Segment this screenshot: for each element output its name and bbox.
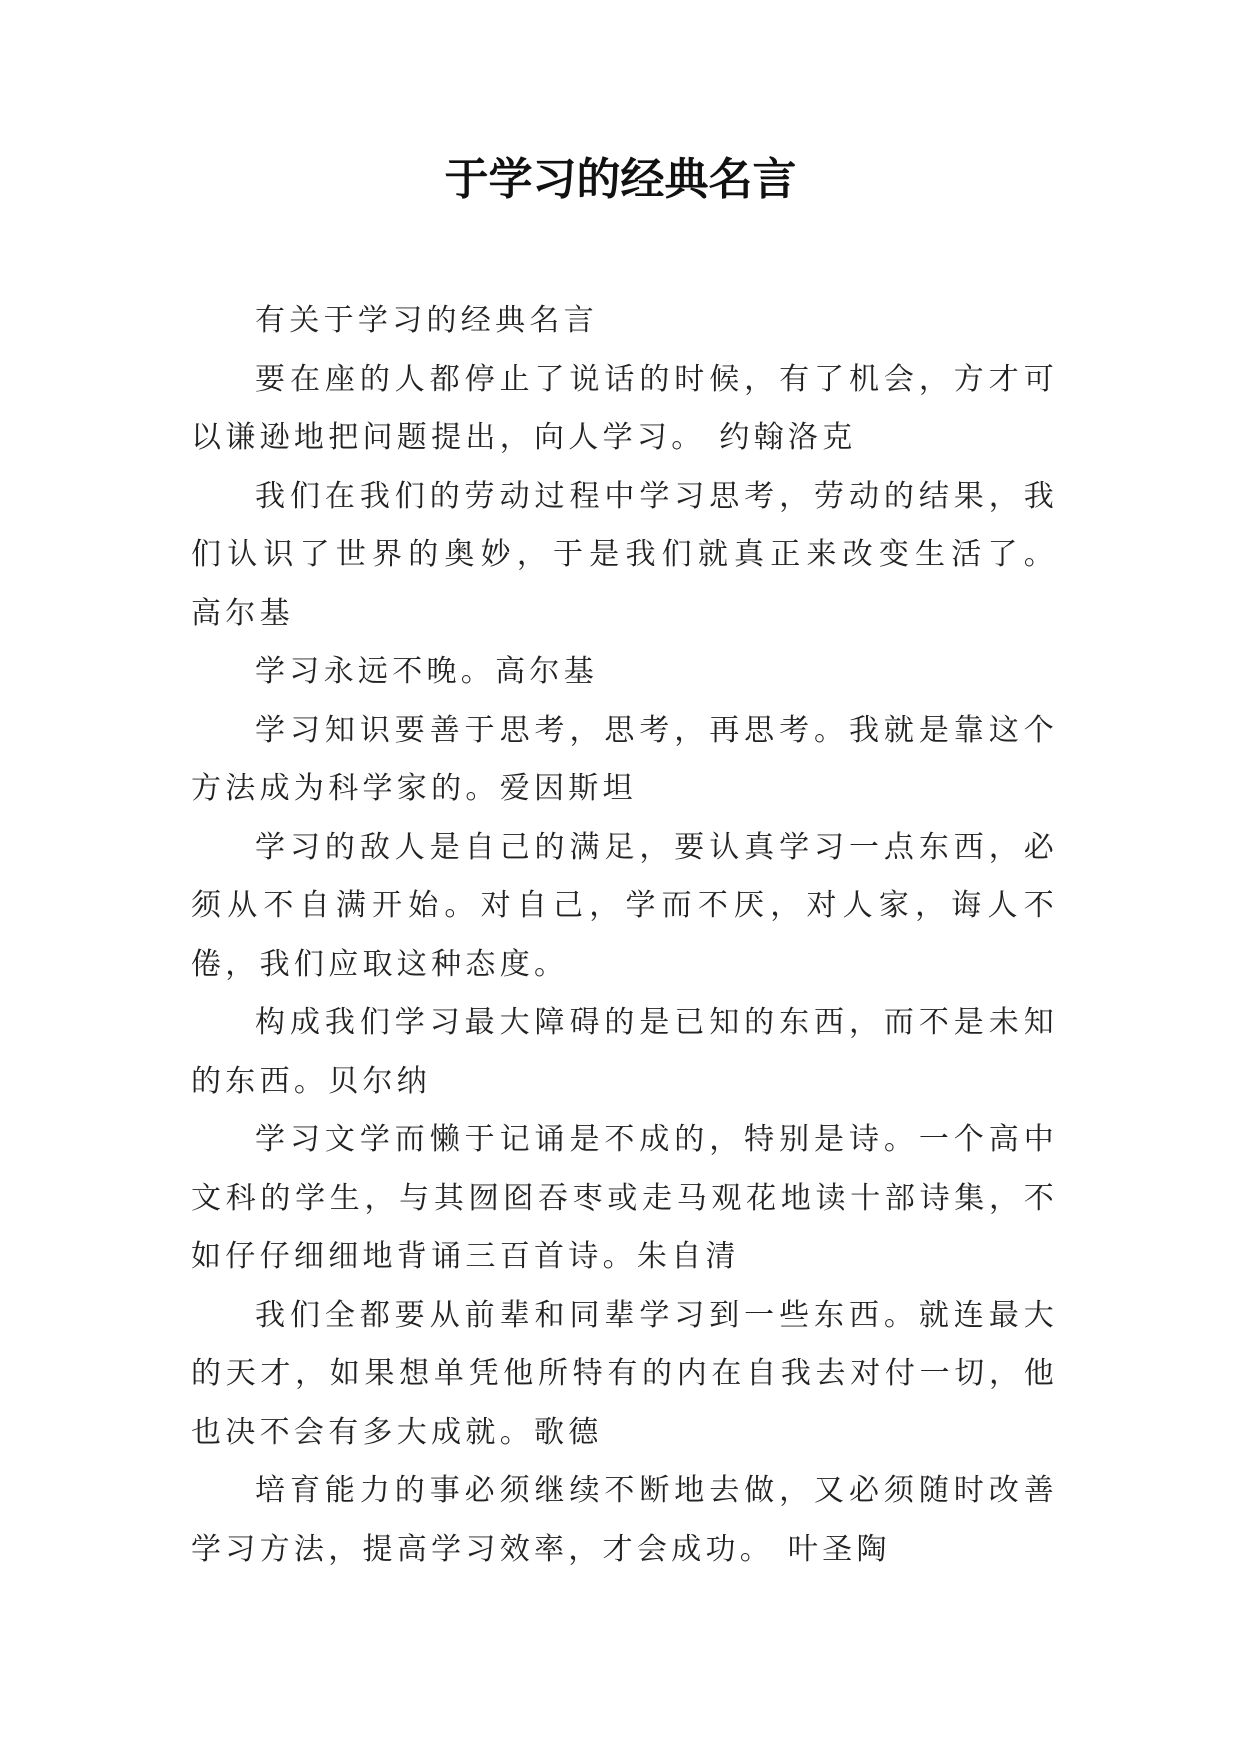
quote-paragraph: 学习的敌人是自己的满足，要认真学习一点东西，必须从不自满开始。对自己，学而不厌，对人家，诲人不倦，我们应取这种态度。	[191, 829, 1058, 982]
document-title: 于学习的经典名言	[444, 154, 797, 205]
quote-paragraph: 我们在我们的劳动过程中学习思考，劳动的结果，我们认识了世界的奥妙，于是我们就真正来改变生活了。 高尔基	[191, 478, 1058, 631]
quote-paragraph: 学习永远不晚。高尔基	[255, 654, 598, 689]
paragraph-heading: 有关于学习的经典名言	[255, 303, 598, 338]
quote-paragraph: 培育能力的事必须继续不断地去做，又必须随时改善学习方法，提高学习效率，才会成功。 叶圣陶	[191, 1473, 1058, 1567]
document-body	[191, 292, 1058, 1579]
quote-paragraph: 我们全都要从前辈和同辈学习到一些东西。就连最大的天才，如果想单凭他所特有的内在自我去对付一切，他也决不会有多大成就。歌德	[191, 1297, 1058, 1450]
quote-paragraph: 学习文学而懒于记诵是不成的，特别是诗。一个高中文科的学生，与其囫囵吞枣或走马观花地读十部诗集，不如仔仔细细地背诵三百首诗。朱自清	[191, 1122, 1058, 1274]
quote-paragraph: 学习知识要善于思考，思考，再思考。我就是靠这个方法成为科学家的。爱因斯坦	[191, 712, 1058, 806]
quote-paragraph: 构成我们学习最大障碍的是已知的东西，而不是未知的东西。贝尔纳	[191, 1005, 1058, 1099]
quote-paragraph: 要在座的人都停止了说话的时候，有了机会，方才可以谦逊地把问题提出，向人学习。 约翰洛克	[191, 361, 1058, 455]
